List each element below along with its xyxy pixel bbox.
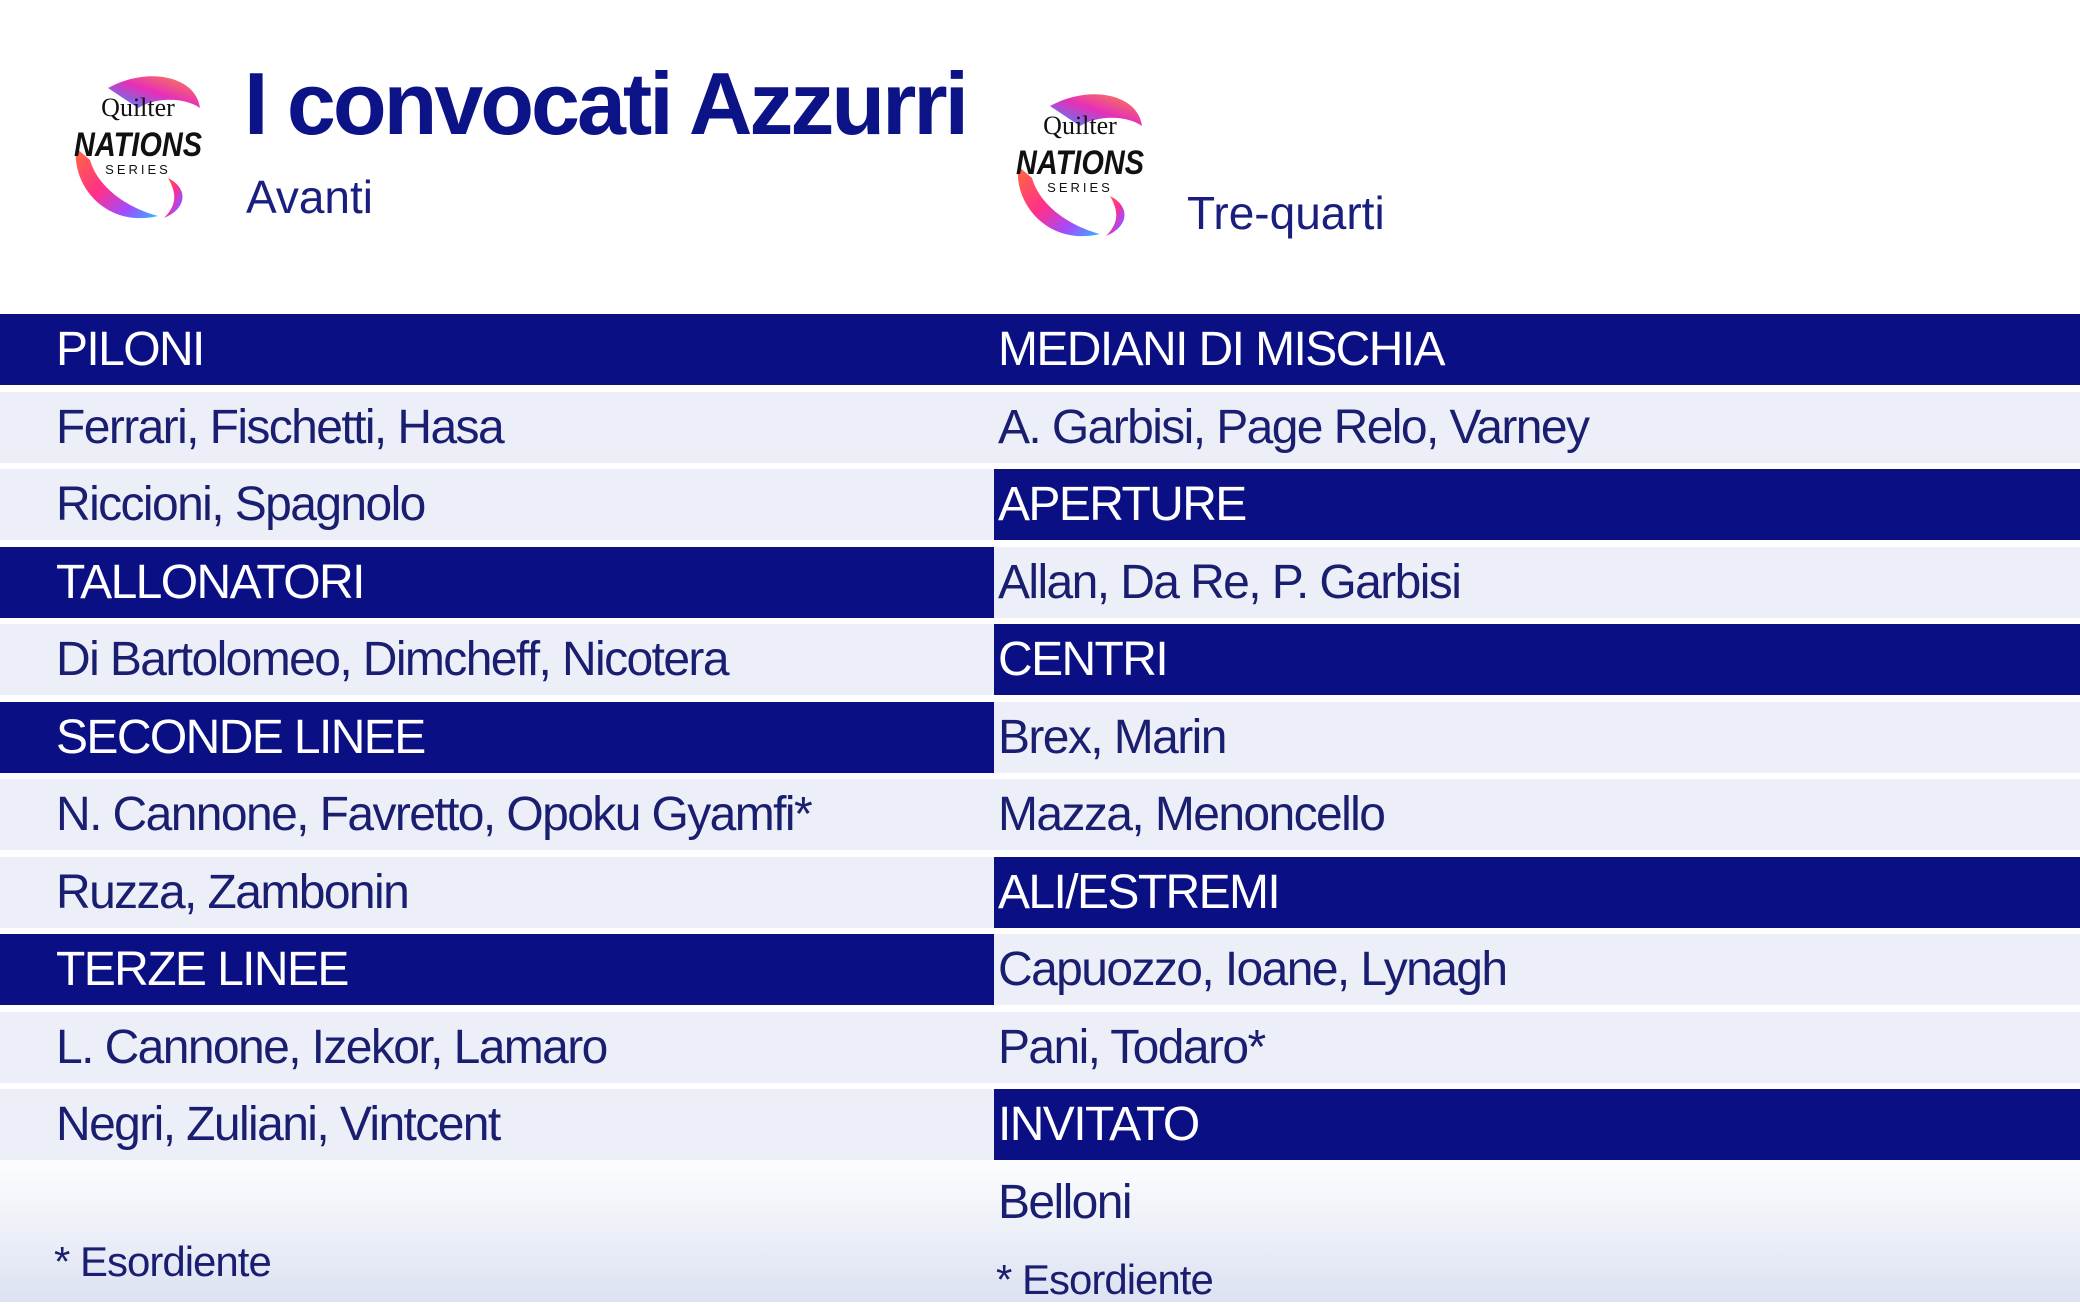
- player-row: Ferrari, Fischetti, Hasa: [0, 392, 994, 463]
- player-row: L. Cannone, Izekor, Lamaro: [0, 1012, 994, 1083]
- section-header: APERTURE: [994, 469, 2080, 540]
- logo-line2: NATIONS: [74, 126, 203, 164]
- section-header: TERZE LINEE: [0, 934, 994, 1005]
- player-row: Mazza, Menoncello: [994, 779, 2080, 850]
- player-row: Riccioni, Spagnolo: [0, 469, 994, 540]
- quilter-nations-series-logo: [68, 68, 208, 228]
- debutant-footnote-right: * Esordiente: [996, 1256, 1213, 1303]
- player-row: Di Bartolomeo, Dimcheff, Nicotera: [0, 624, 994, 695]
- section-header: PILONI: [0, 314, 994, 385]
- logo-line2: NATIONS: [1016, 144, 1145, 182]
- forwards-list: [0, 314, 994, 1167]
- logo-line1: Quilter: [101, 93, 175, 122]
- forwards-subtitle: Avanti: [246, 171, 374, 223]
- backs-list: [994, 314, 2080, 1244]
- player-row: Negri, Zuliani, Vintcent: [0, 1089, 994, 1160]
- page-title: I convocati Azzurri: [244, 54, 967, 153]
- player-row: Allan, Da Re, P. Garbisi: [994, 547, 2080, 618]
- player-row: Belloni: [998, 1175, 1131, 1229]
- logo-line3: SERIES: [1047, 180, 1113, 195]
- logo-line1: Quilter: [1043, 111, 1117, 140]
- player-row: Brex, Marin: [994, 702, 2080, 773]
- section-header: MEDIANI DI MISCHIA: [994, 314, 2080, 385]
- section-header: INVITATO: [994, 1089, 2080, 1160]
- backs-subtitle: Tre-quarti: [1187, 187, 1385, 239]
- quilter-nations-series-logo-right: [1010, 86, 1150, 246]
- logo-line3: SERIES: [105, 162, 171, 177]
- debutant-footnote: * Esordiente: [54, 1238, 271, 1285]
- player-row: Pani, Todaro*: [994, 1012, 2080, 1083]
- player-row: N. Cannone, Favretto, Opoku Gyamfi*: [0, 779, 994, 850]
- section-header: TALLONATORI: [0, 547, 994, 618]
- section-header: SECONDE LINEE: [0, 702, 994, 773]
- section-header: CENTRI: [994, 624, 2080, 695]
- player-row: Ruzza, Zambonin: [0, 857, 994, 928]
- section-header: ALI/ESTREMI: [994, 857, 2080, 928]
- player-row: Capuozzo, Ioane, Lynagh: [994, 934, 2080, 1005]
- logo-icon: [1010, 86, 1150, 246]
- player-row: A. Garbisi, Page Relo, Varney: [994, 392, 2080, 463]
- logo-icon: [68, 68, 208, 228]
